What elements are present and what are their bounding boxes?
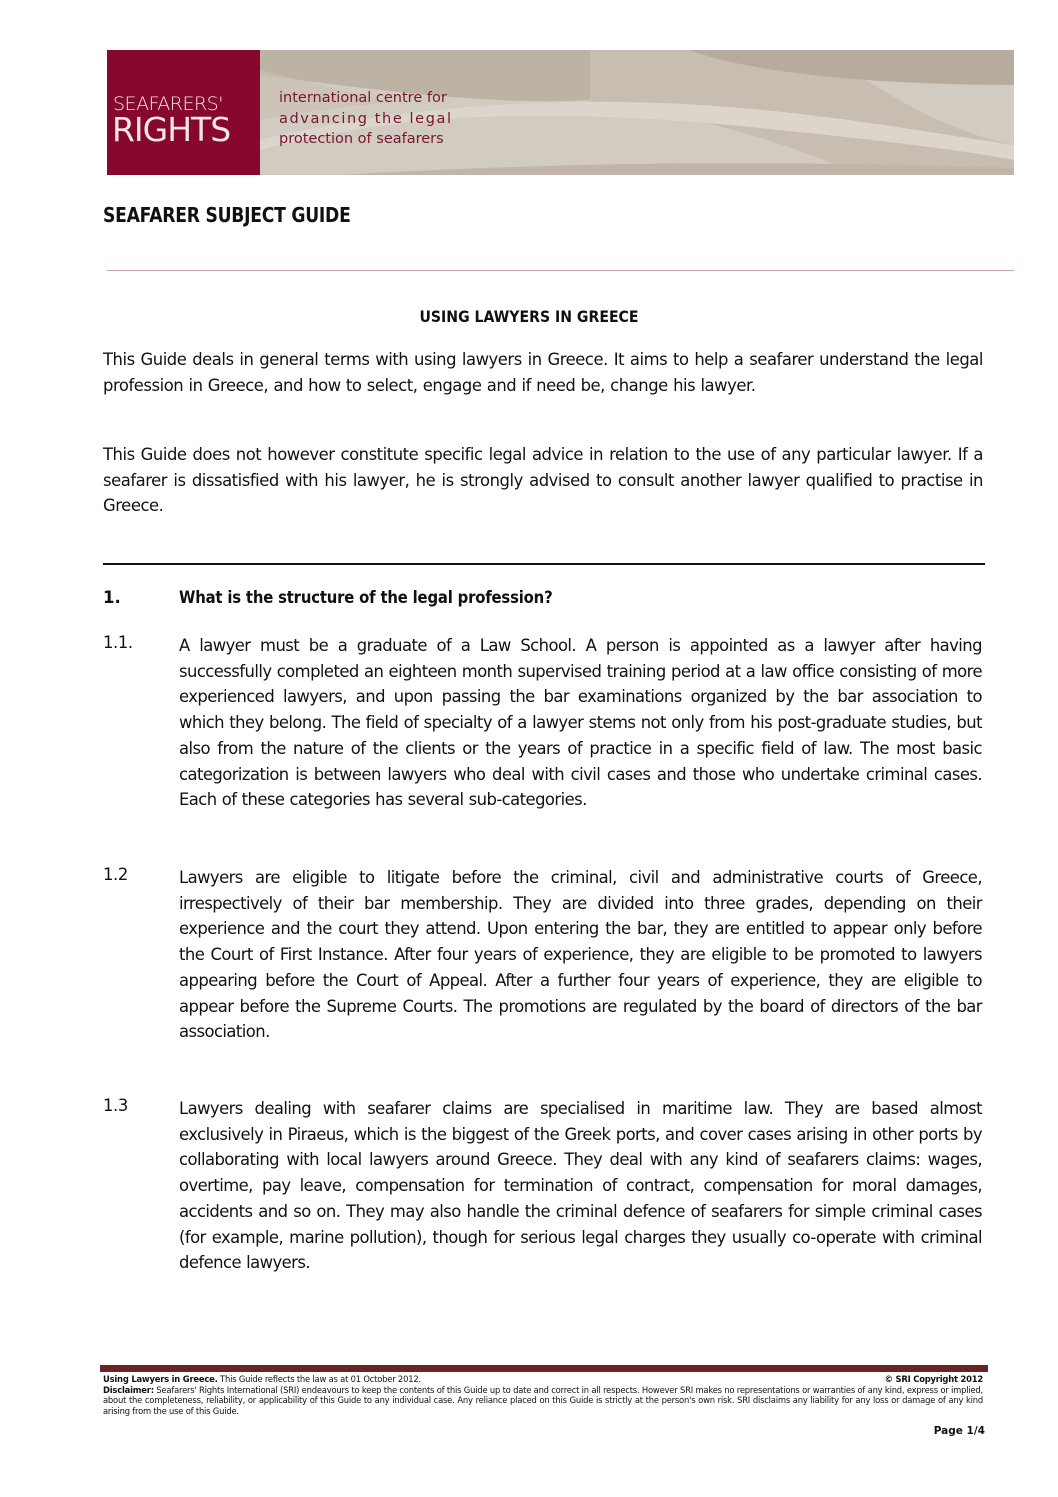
- organization-tagline: [279, 88, 453, 150]
- item-number: 1.3: [103, 1096, 128, 1115]
- item-number: 1.2: [103, 865, 128, 884]
- header-divider: [107, 270, 1014, 271]
- footer-reflects-date: This Guide reflects the law as at 01 October 2012.: [217, 1374, 421, 1384]
- header-banner: [107, 50, 1014, 175]
- section-number: 1.: [103, 588, 121, 607]
- tagline-line: advancing the legal: [279, 110, 453, 127]
- tagline-line: international centre for: [279, 90, 447, 106]
- disclaimer-text: Seafarers' Rights International (SRI) endeavours to keep the contents of this Guide up to date and correct in all respects. However SRI makes no representations or warranties of any kind, express or implied, about the completeness, reliability, or applicability of this Guide to any individual case. Any reliance placed on this Guide is strictly at the person's own risk. SRI disclaims any liability for any loss or damage of any kind arising from the use of this Guide.: [103, 1384, 983, 1416]
- seafarers-rights-logo: [107, 50, 260, 175]
- footer-disclaimer: [103, 1385, 983, 1417]
- document-title: USING LAWYERS IN GREECE: [419, 307, 639, 326]
- footer: [103, 1374, 983, 1416]
- footer-bar: [100, 1365, 988, 1372]
- disclaimer-label: Disclaimer:: [103, 1384, 154, 1395]
- page-number: Page 1/4: [933, 1425, 985, 1437]
- item-text: Lawyers are eligible to litigate before the criminal, civil and administrative courts of Greece, irrespectively of their bar membership. They are divided into three grades, depending on their experience and the court they attend. Upon entering the bar, they are entitled to appear only before the Court of First Instance. After four years of experience, they are eligible to be promoted to lawyers appearing before the Court of Appeal. After a further four years of experience, they are eligible to appear before the Supreme Courts. The promotions are regulated by the board of directors of the bar association.: [179, 868, 982, 1042]
- footer-guide-name: Using Lawyers in Greece.: [103, 1374, 218, 1384]
- series-title: SEAFARER SUBJECT GUIDE: [103, 203, 351, 227]
- intro-paragraph: This Guide does not however constitute specific legal advice in relation to the use of any particular lawyer. If a seafarer is dissatisfied with his lawyer, he is strongly advised to consult another lawyer qualified to practise in Greece.: [103, 445, 983, 515]
- item-text: A lawyer must be a graduate of a Law School. A person is appointed as a lawyer after having successfully completed an eighteen month supervised training period at a law office consisting of more experienced lawyers, and upon passing the bar examinations organized by the bar association to which they belong. The field of specialty of a lawyer stems not only from his post-graduate studies, but also from the nature of the clients or the years of practice in a specific field of law. The most basic categorization is between lawyers who deal with civil cases and those who undertake criminal cases. Each of these categories has several sub-categories.: [179, 636, 982, 810]
- logo-text-line1: SEAFARERS': [113, 93, 223, 115]
- tagline-line: protection of seafarers: [279, 131, 444, 147]
- intro-paragraph: This Guide deals in general terms with using lawyers in Greece. It aims to help a seafarer understand the legal profession in Greece, and how to select, engage and if need be, change his lawyer.: [103, 350, 983, 395]
- footer-guide-info: [103, 1374, 421, 1385]
- section-divider: [103, 563, 985, 565]
- item-number: 1.1.: [103, 633, 133, 652]
- item-text: Lawyers dealing with seafarer claims are specialised in maritime law. They are based almost exclusively in Piraeus, which is the biggest of the Greek ports, and cover cases arising in other ports by collaborating with local lawyers around Greece. They deal with any kind of seafarers claims: wages, overtime, pay leave, compensation for termination of contract, compensation for moral damages, accidents and so on. They may also handle the criminal defence of seafarers for simple criminal cases (for example, marine pollution), though for serious legal charges they usually co-operate with criminal defence lawyers.: [179, 1099, 982, 1273]
- logo-text-line2: RIGHTS: [112, 110, 231, 149]
- section-heading: What is the structure of the legal profession?: [179, 588, 553, 607]
- footer-copyright: © SRI Copyright 2012: [884, 1374, 983, 1384]
